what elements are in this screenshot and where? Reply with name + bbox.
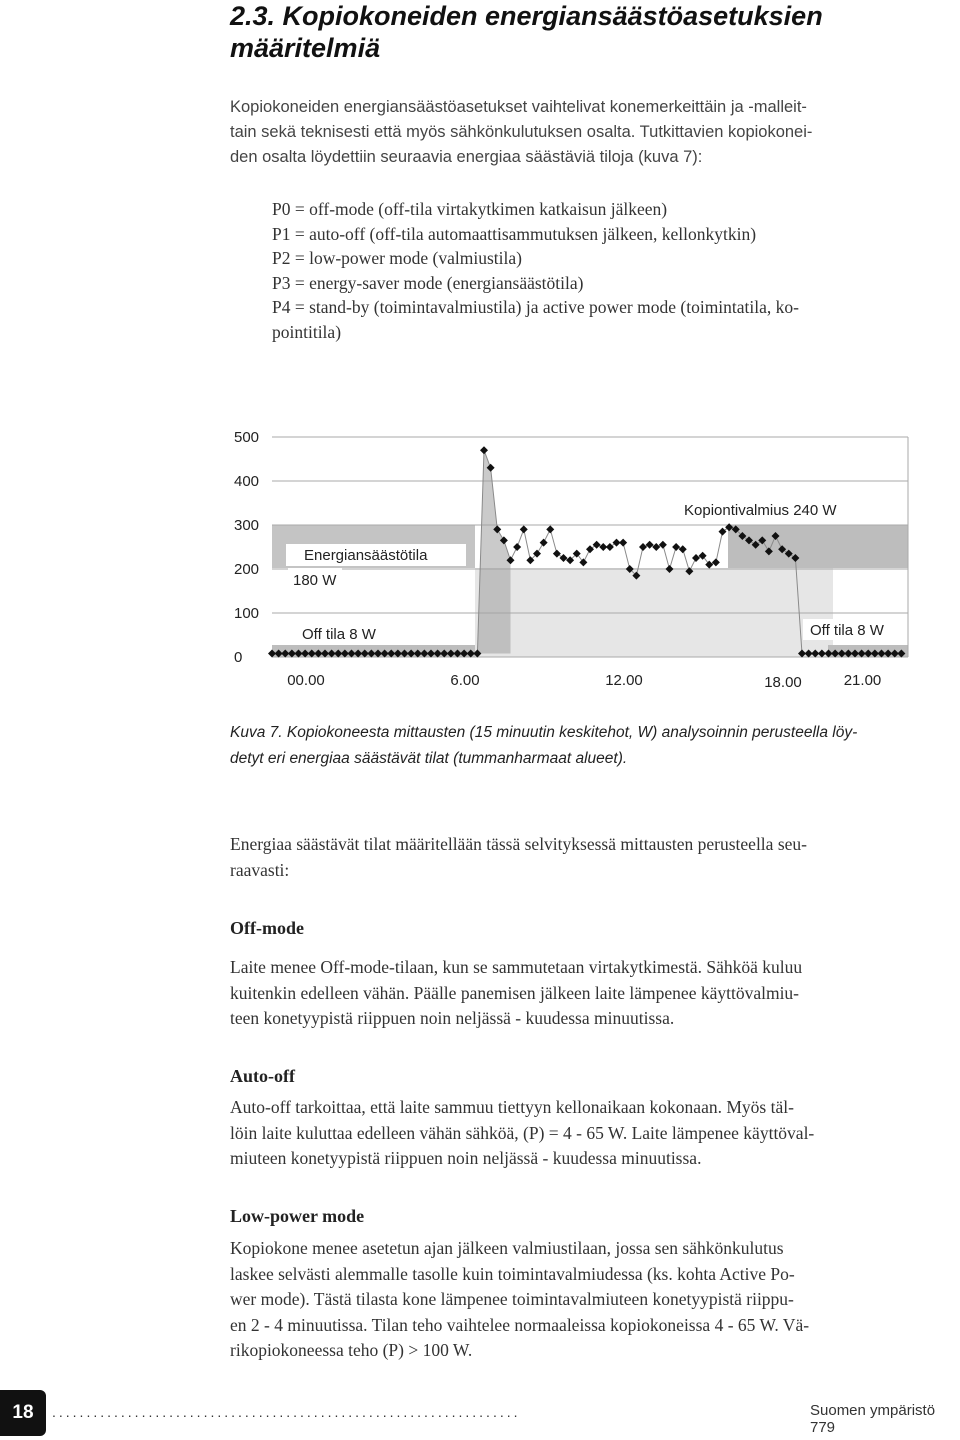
data-point: [659, 541, 667, 549]
data-point: [652, 543, 660, 551]
copy-ready-label: Kopiontivalmius 240 W: [684, 502, 837, 519]
definitions-intro-line-1: Energiaa säästävät tilat määritellään tässä selvityksessä mittausten perusteella seu-: [230, 834, 807, 854]
data-point: [480, 446, 488, 454]
low-power-line-4: en 2 - 4 minuutissa. Tilan teho vaihtelee normaaleissa kopiokoneissa 4 - 65 W. Vä-: [230, 1314, 810, 1335]
x-tick-label: 18.00: [764, 674, 802, 691]
x-tick-label: 12.00: [605, 672, 643, 689]
heading-low-power: Low-power mode: [230, 1206, 365, 1226]
definitions-intro: [230, 832, 960, 883]
footer-leader-dots: ....................................................................: [52, 1404, 521, 1420]
data-point: [672, 543, 680, 551]
x-tick-label: 6.00: [450, 672, 480, 689]
low-power-line-2: laskee selvästi alemmalle tasolle kuin toimintavalmiudessa (ks. kohta Active Po-: [230, 1263, 795, 1284]
y-tick-label: 200: [234, 561, 260, 578]
data-point: [560, 554, 568, 562]
mode-item-p4-cont: pointitila): [272, 321, 342, 342]
y-tick-labels: [234, 429, 259, 666]
data-point: [646, 541, 654, 549]
off-mode-line-1: Laite menee Off-mode-tilaan, kun se sammutetaan virtakytkimestä. Sähköä kuluu: [230, 957, 803, 977]
y-tick-label: 0: [234, 649, 243, 666]
intro-line-3: den osalta löydettiin seuraavia energiaa säästäviä tiloja (kuva 7):: [230, 148, 703, 166]
mode-list: [272, 197, 958, 344]
off-mode-line-3: teen konetyypistä riippuen noin neljässä - kuudessa minuutissa.: [230, 1008, 675, 1028]
intro-paragraph: [230, 95, 958, 170]
y-tick-label: 100: [234, 605, 260, 622]
data-point: [606, 543, 614, 551]
data-point: [619, 539, 627, 547]
off-left-label: Off tila 8 W: [302, 626, 376, 643]
low-power-line-3: wer mode). Tästä tilasta kone lämpenee toimintavalmiuteen konetyypistä riippu-: [230, 1289, 794, 1309]
low-power-line-5: rikopiokoneessa teho (P) > 100 W.: [230, 1340, 473, 1360]
y-tick-label: 500: [234, 429, 260, 446]
data-point: [513, 543, 521, 551]
data-point: [719, 528, 727, 536]
definitions-intro-line-2: raavasti:: [230, 859, 290, 880]
data-point: [586, 545, 594, 553]
data-point: [546, 525, 554, 533]
data-point: [520, 525, 528, 533]
mode-item-p3: P3 = energy-saver mode (energiansäästötila): [272, 272, 584, 293]
caption-line-1: Kuva 7. Kopiokoneesta mittausten (15 minuutin keskitehot, W) analysoinnin perusteella löy-: [230, 724, 858, 741]
energy-saver-label: Energiansäästötila: [304, 547, 428, 564]
mode-item-p0: P0 = off-mode (off-tila virtakytkimen katkaisun jälkeen): [272, 199, 668, 219]
data-point: [593, 541, 601, 549]
low-power-line-1: Kopiokone menee asetetun ajan jälkeen valmiustilaan, jossa sen sähkönkulutus: [230, 1238, 784, 1258]
x-tick-labels: [287, 672, 881, 691]
section-title-line-1: 2.3. Kopiokoneiden energiansäästöasetuksien: [230, 1, 823, 31]
section-title: [230, 0, 950, 64]
data-point: [579, 558, 587, 566]
y-tick-label: 400: [234, 473, 260, 490]
auto-off-paragraph: [230, 1095, 960, 1172]
off-mode-paragraph: [230, 955, 960, 1032]
intro-line-1: Kopiokoneiden energiansäästöasetukset vaihtelivat konemerkeittäin ja -malleit-: [230, 98, 807, 116]
auto-off-line-2: löin laite kuluttaa edelleen vähän sähköä, (P) = 4 - 65 W. Laite lämpenee käyttöval-: [230, 1122, 815, 1143]
data-point: [699, 552, 707, 560]
section-title-line-2: määritelmiä: [230, 33, 381, 63]
data-point: [712, 558, 720, 566]
low-power-paragraph: [230, 1236, 960, 1364]
mode-item-p4: P4 = stand-by (toimintavalmiustila) ja active power mode (toimintatila, ko-: [272, 297, 799, 317]
data-point: [540, 539, 548, 547]
footer-publication: Suomen ympäristö 779: [810, 1402, 936, 1436]
heading-off-mode: Off-mode: [230, 918, 304, 938]
data-point: [553, 550, 561, 558]
data-point: [705, 561, 713, 569]
data-point: [679, 545, 687, 553]
auto-off-line-1: Auto-off tarkoittaa, että laite sammuu tiettyyn kellonaikaan kokonaan. Myös täl-: [230, 1097, 794, 1117]
off-mode-line-2: kuitenkin edelleen vähän. Päälle panemisen jälkeen laite lämpenee käyttövalmiu-: [230, 982, 800, 1003]
figure-caption: [230, 720, 958, 772]
off-right-label: Off tila 8 W: [810, 622, 884, 639]
x-tick-label: 21.00: [843, 672, 882, 689]
page-number: 18: [0, 1390, 46, 1436]
intro-line-2: tain sekä teknisesti että myös sähkönkulutuksen osalta. Tutkittavien kopiokonei-: [230, 123, 813, 141]
auto-off-line-3: miuteen konetyypistä riippuen noin neljässä - kuudessa minuutissa.: [230, 1148, 702, 1168]
x-tick-label: 00.00: [287, 672, 325, 689]
mode-item-p1: P1 = auto-off (off-tila automaattisammutuksen jälkeen, kellonkytkin): [272, 223, 757, 244]
caption-line-2: detyt eri energiaa säästävät tilat (tummanharmaat alueet).: [230, 750, 628, 767]
power-chart: [0, 420, 960, 700]
y-tick-label: 300: [234, 517, 260, 534]
data-point: [692, 554, 700, 562]
energy-saver-value: 180 W: [293, 572, 337, 589]
mode-item-p2: P2 = low-power mode (valmiustila): [272, 248, 522, 268]
heading-auto-off: Auto-off: [230, 1066, 295, 1086]
data-point: [639, 543, 647, 551]
